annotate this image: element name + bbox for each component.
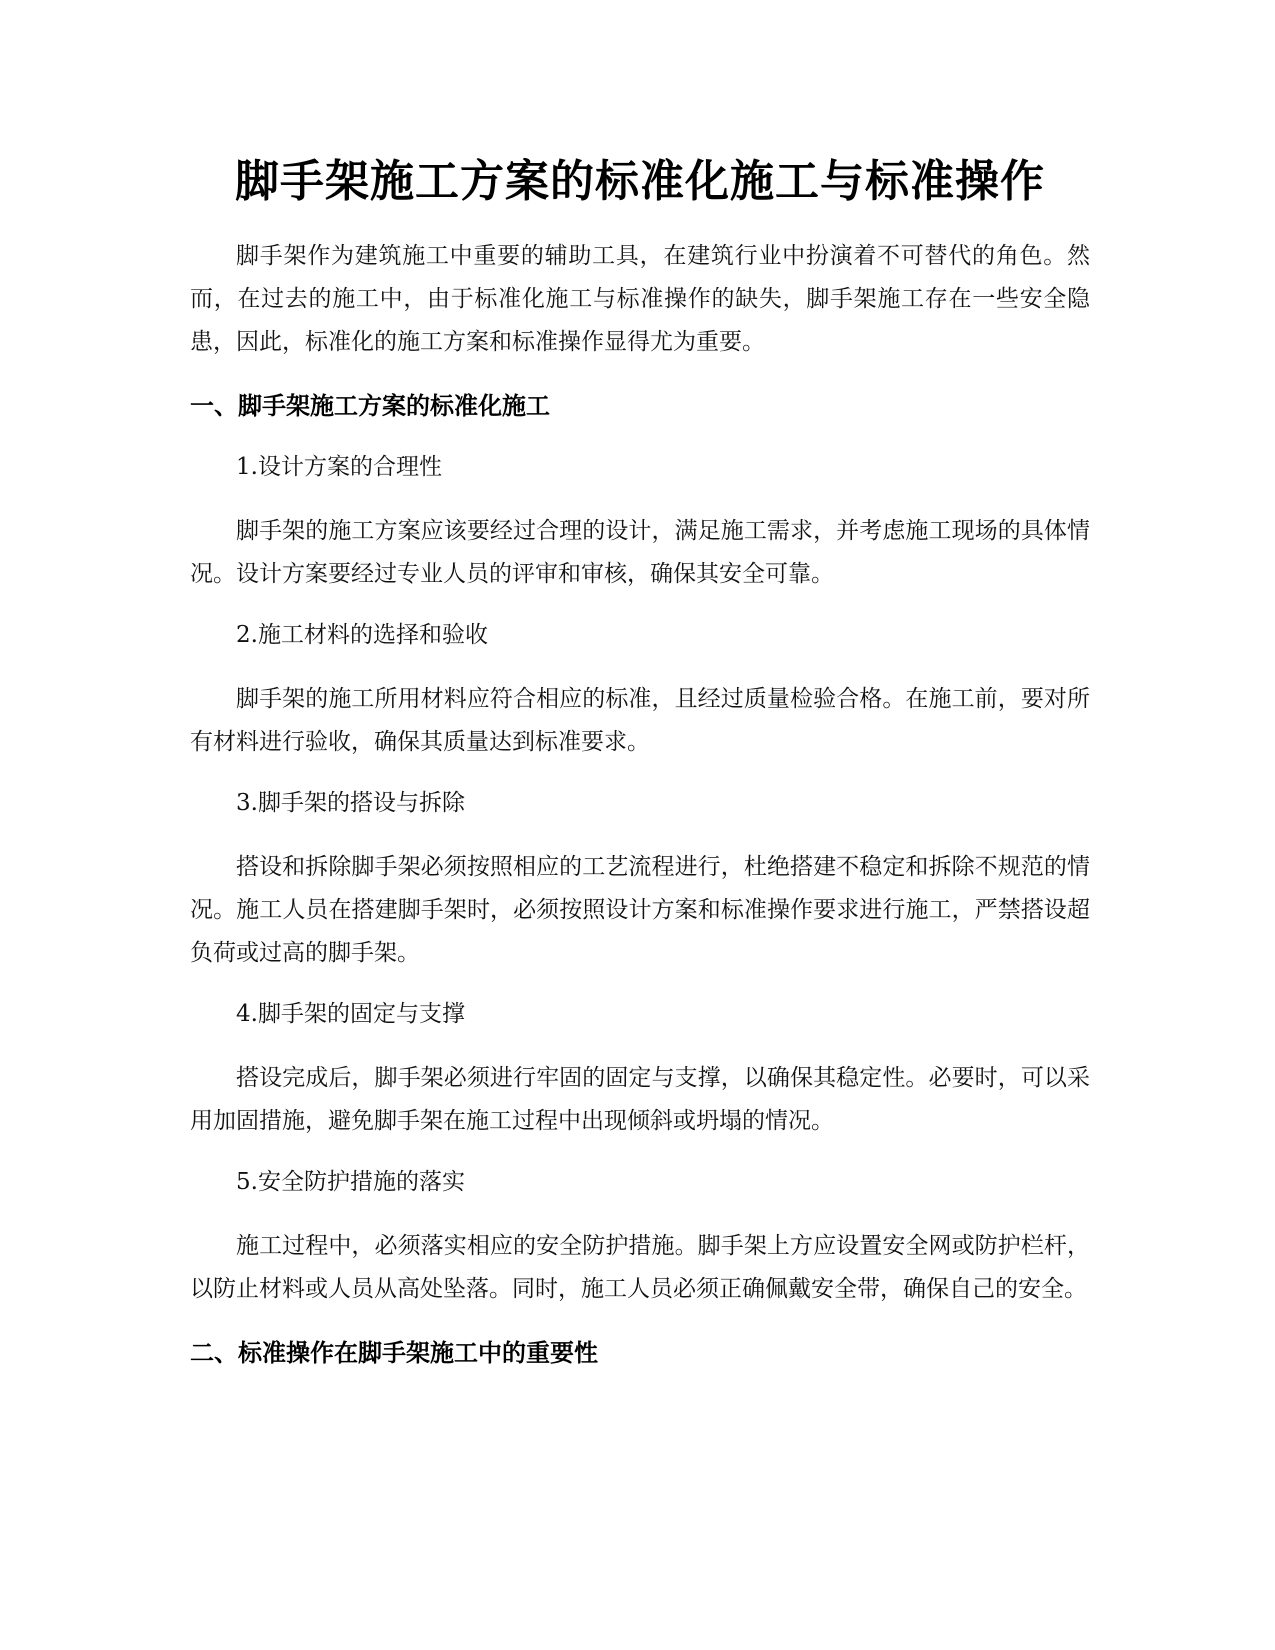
item-2-body: 脚手架的施工所用材料应符合相应的标准，且经过质量检验合格。在施工前，要对所有材料进行验收，确保其质量达到标准要求。 bbox=[190, 686, 1090, 755]
item-5-body: 施工过程中，必须落实相应的安全防护措施。脚手架上方应设置安全网或防护栏杆，以防止材料或人员从高处坠落。同时，施工人员必须正确佩戴安全带，确保自己的安全。 bbox=[190, 1233, 1090, 1302]
document-content bbox=[190, 150, 1090, 1375]
section-1-heading: 一、脚手架施工方案的标准化施工 bbox=[190, 392, 550, 420]
item-5-title: 5.安全防护措施的落实 bbox=[236, 1169, 465, 1195]
intro-paragraph: 脚手架作为建筑施工中重要的辅助工具，在建筑行业中扮演着不可替代的角色。然而，在过去的施工中，由于标准化施工与标准操作的缺失，脚手架施工存在一些安全隐患，因此，标准化的施工方案和标准操作显得尤为重要。 bbox=[190, 243, 1090, 355]
item-3-title: 3.脚手架的搭设与拆除 bbox=[236, 790, 465, 816]
item-4-body: 搭设完成后，脚手架必须进行牢固的固定与支撑，以确保其稳定性。必要时，可以采用加固措施，避免脚手架在施工过程中出现倾斜或坍塌的情况。 bbox=[190, 1065, 1090, 1134]
item-1-body: 脚手架的施工方案应该要经过合理的设计，满足施工需求，并考虑施工现场的具体情况。设计方案要经过专业人员的评审和审核，确保其安全可靠。 bbox=[190, 518, 1090, 587]
item-3-body: 搭设和拆除脚手架必须按照相应的工艺流程进行，杜绝搭建不稳定和拆除不规范的情况。施工人员在搭建脚手架时，必须按照设计方案和标准操作要求进行施工，严禁搭设超负荷或过高的脚手架。 bbox=[190, 854, 1090, 966]
document-title: 脚手架施工方案的标准化施工与标准操作 bbox=[235, 156, 1045, 207]
section-2-heading: 二、标准操作在脚手架施工中的重要性 bbox=[190, 1339, 598, 1367]
item-2-title: 2.施工材料的选择和验收 bbox=[236, 622, 488, 648]
item-4-title: 4.脚手架的固定与支撑 bbox=[236, 1001, 465, 1027]
item-1-title: 1.设计方案的合理性 bbox=[236, 454, 442, 480]
